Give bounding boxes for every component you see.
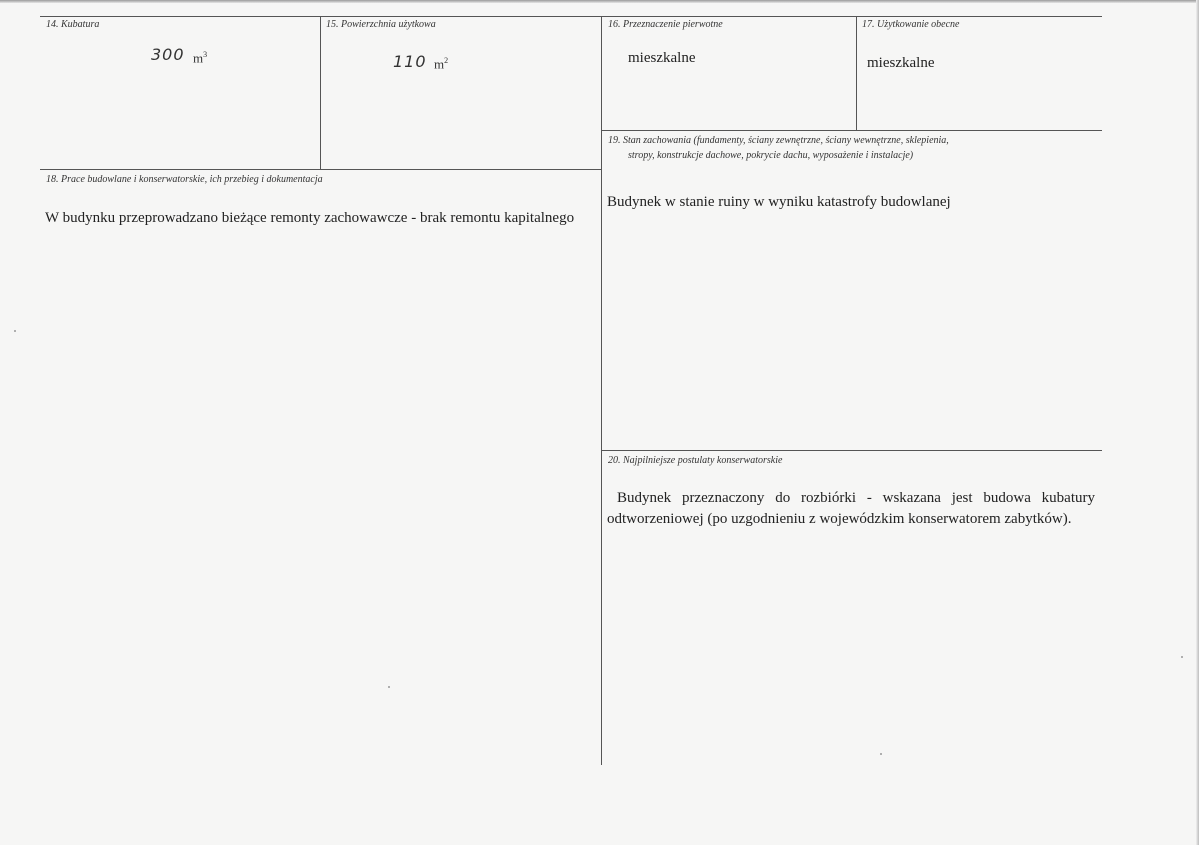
divider-row-19 xyxy=(601,130,1102,131)
field-18-value: W budynku przeprowadzano bieżące remonty zachowawcze - brak remontu kapitalnego xyxy=(45,210,575,226)
field-15-unit-base: m xyxy=(434,56,445,72)
field-17-label: 17. Użytkowanie obecne xyxy=(862,19,960,30)
scan-speck xyxy=(1181,656,1183,658)
field-16-value: mieszkalne xyxy=(628,50,696,66)
field-16-label: 16. Przeznaczenie pierwotne xyxy=(608,19,723,30)
field-15-value: 110 xyxy=(393,52,427,71)
field-19-label-line2: stropy, konstrukcje dachowe, pokrycie dachu, wyposażenie i instalacje) xyxy=(628,150,914,161)
field-20-value: Budynek przeznaczony do rozbiórki - wskazana jest budowa kubatury odtworzeniowej (po uzgodnieniu z wojewódzkim konserwatorem zabytków). xyxy=(607,490,1095,527)
field-15-unit xyxy=(434,56,448,72)
field-15-unit-exp: 2 xyxy=(444,56,449,65)
divider-row-18 xyxy=(40,169,601,170)
field-14-label: 14. Kubatura xyxy=(46,19,100,30)
scan-edge-top xyxy=(0,0,1199,3)
field-19-value: Budynek w stanie ruiny w wyniku katastrofy budowlanej xyxy=(607,194,951,210)
field-19-label-line1: 19. Stan zachowania (fundamenty, ściany zewnętrzne, ściany wewnętrzne, sklepienia, xyxy=(608,135,949,146)
divider-16-17 xyxy=(856,16,857,130)
field-17-value: mieszkalne xyxy=(867,55,935,71)
field-14-value: 300 xyxy=(151,45,185,64)
field-20-label: 20. Najpilniejsze postulaty konserwatorskie xyxy=(608,455,783,466)
scan-speck xyxy=(880,753,882,755)
divider-main-column xyxy=(601,16,602,765)
scan-speck xyxy=(388,686,390,688)
field-14-unit xyxy=(193,50,207,66)
divider-14-15 xyxy=(320,16,321,169)
scan-speck xyxy=(14,330,16,332)
field-18-label: 18. Prace budowlane i konserwatorskie, ich przebieg i dokumentacja xyxy=(46,174,323,185)
field-14-unit-exp: 3 xyxy=(203,50,208,59)
field-14-unit-base: m xyxy=(193,50,204,66)
divider-row-20 xyxy=(601,450,1102,451)
field-15-label: 15. Powierzchnia użytkowa xyxy=(326,19,436,30)
top-border-line xyxy=(40,16,1102,17)
